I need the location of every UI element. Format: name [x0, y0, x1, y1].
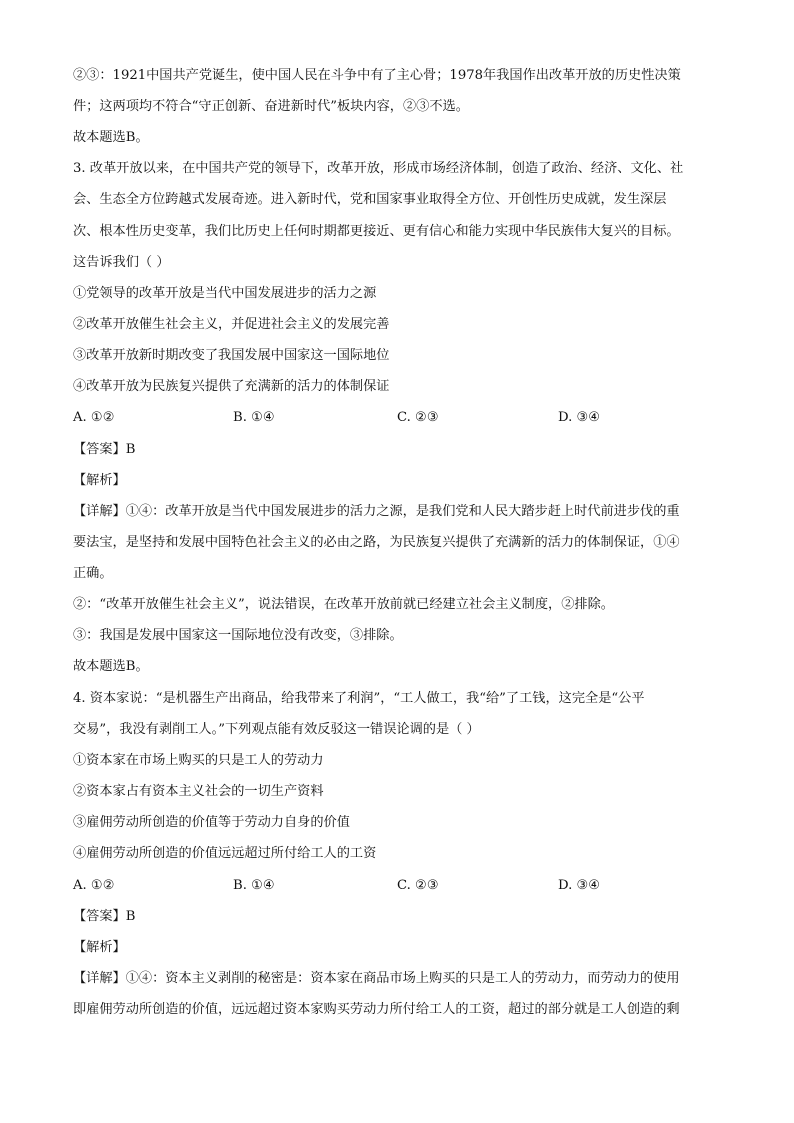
text-line: 次、根本性历史变革，我们比历史上任何时期都更接近、更有信心和能力实现中华民族伟大复兴的目标。: [73, 224, 680, 239]
option-a: A. ①②: [73, 410, 115, 425]
text-line: 会、生态全方位跨越式发展奇迹。进入新时代，党和国家事业取得全方位、开创性历史成就，发生深层: [73, 192, 667, 207]
analysis-label: 【解析】: [73, 940, 126, 955]
explanation-line: 【详解】①④：改革开放是当代中国发展进步的活力之源，是我们党和人民大踏步赶上时代前进步伐的重: [73, 504, 680, 519]
answer-label: 【答案】B: [73, 442, 136, 457]
statement-2: ②资本家占有资本主义社会的一切生产资料: [73, 784, 324, 799]
answer-label: 【答案】B: [73, 909, 136, 924]
option-c: C. ②③: [397, 878, 439, 893]
option-b: B. ①④: [233, 878, 275, 893]
question-3-text: 3. 改革开放以来，在中国共产党的领导下，改革开放，形成市场经济体制，创造了政治、经济、文化、社: [73, 161, 684, 176]
option-d: D. ③④: [558, 410, 601, 425]
text-line: 交易”，我没有剥削工人。”下列观点能有效反驳这一错误论调的是（ ）: [73, 722, 480, 737]
question-3-options: [73, 408, 723, 428]
statement-3: ③改革开放新时期改变了我国发展中国家这一国际地位: [73, 348, 390, 363]
text-line: 故本题选B。: [73, 130, 149, 145]
statement-4: ④雇佣劳动所创造的价值远远超过所付给工人的工资: [73, 846, 377, 861]
text-line: ②：“改革开放催生社会主义”，说法错误，在改革开放前就已经建立社会主义制度，②排除。: [73, 597, 614, 612]
statement-2: ②改革开放催生社会主义，并促进社会主义的发展完善: [73, 317, 390, 332]
statement-1: ①资本家在市场上购买的只是工人的劳动力: [73, 753, 324, 768]
statement-3: ③雇佣劳动所创造的价值等于劳动力自身的价值: [73, 815, 350, 830]
text-line: 这告诉我们（ ）: [73, 255, 170, 270]
option-a: A. ①②: [73, 878, 115, 893]
option-d: D. ③④: [558, 878, 601, 893]
analysis-label: 【解析】: [73, 473, 126, 488]
text-line: 故本题选B。: [73, 659, 149, 674]
option-b: B. ①④: [233, 410, 275, 425]
text-line: ③：我国是发展中国家这一国际地位没有改变，③排除。: [73, 628, 403, 643]
explanation-line: 【详解】①④：资本主义剥削的秘密是：资本家在商品市场上购买的只是工人的劳动力，而劳动力的使用: [73, 971, 680, 986]
text-line: 正确。: [73, 566, 113, 581]
text-line: 要法宝，是坚持和发展中国特色社会主义的必由之路，为民族复兴提供了充满新的活力的体制保证，①④: [73, 535, 680, 550]
text-line: ②③：1921中国共产党诞生，使中国人民在斗争中有了主心骨；1978年我国作出改革开放的历史性决策: [73, 68, 681, 83]
text-line: 件；这两项均不符合“守正创新、奋进新时代”板块内容，②③不选。: [73, 99, 469, 114]
text-line: 即雇佣劳动所创造的价值，远远超过资本家购买劳动力所付给工人的工资，超过的部分就是工人创造的剩: [73, 1002, 680, 1017]
question-4-options: [73, 876, 723, 896]
statement-4: ④改革开放为民族复兴提供了充满新的活力的体制保证: [73, 379, 390, 394]
option-c: C. ②③: [397, 410, 439, 425]
statement-1: ①党领导的改革开放是当代中国发展进步的活力之源: [73, 286, 377, 301]
question-4-text: 4. 资本家说：“是机器生产出商品，给我带来了利润”，“工人做工，我“给”了工钱，这完全是“公平: [73, 691, 645, 706]
